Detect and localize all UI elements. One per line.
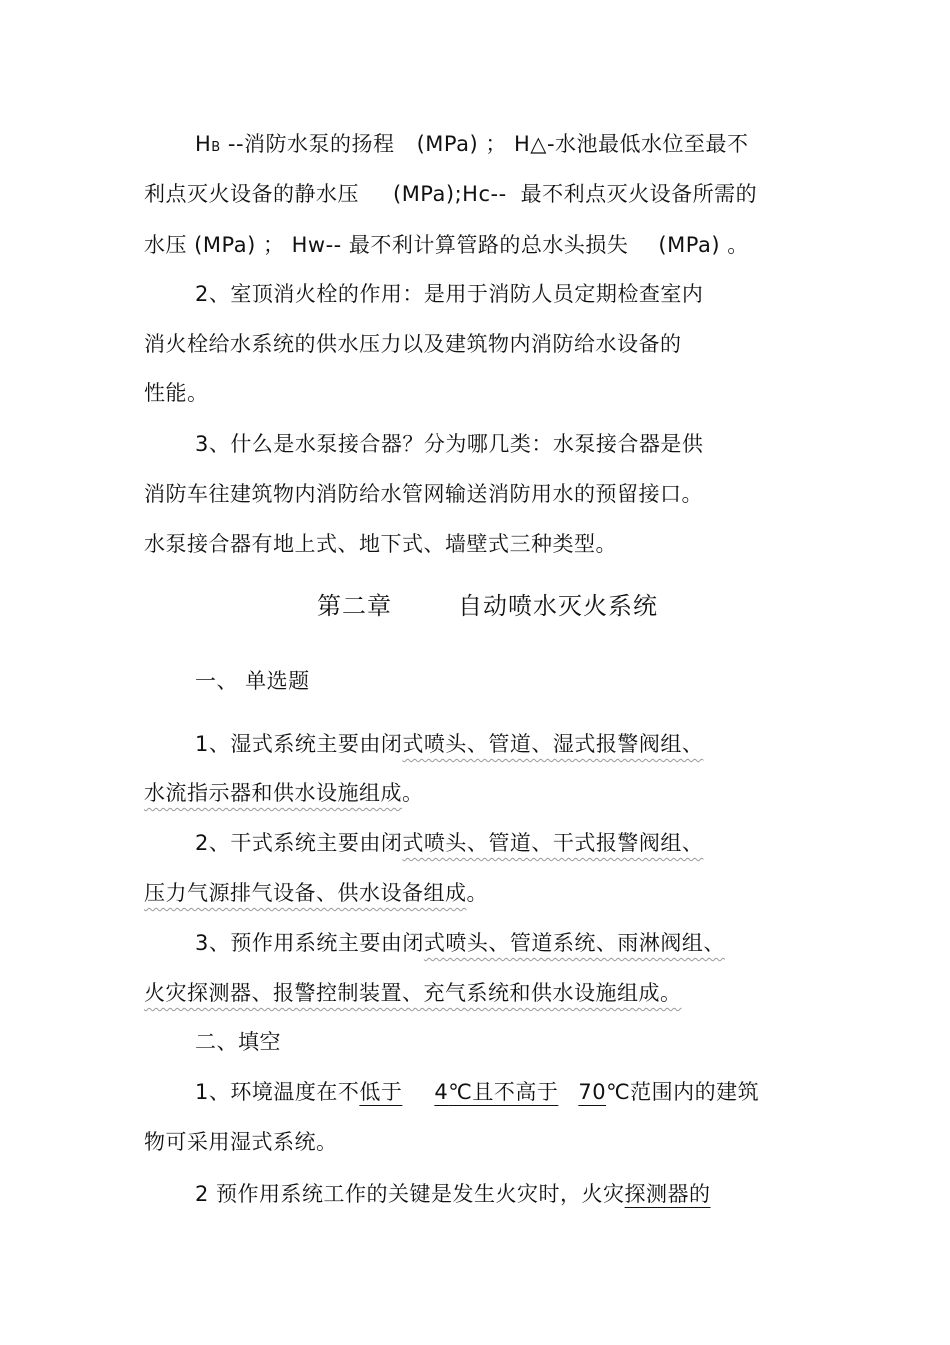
hc-symbol: (MPa);Hc-- [393, 182, 507, 206]
wet-system-line-2: 水流指示器和供水设施组成。 [144, 781, 424, 805]
pump-connector-line-1: 3、什么是水泵接合器？分为哪几类：水泵接合器是供 [195, 432, 704, 456]
pump-connector-line-3: 水泵接合器有地上式、地下式、墙壁式三种类型。 [144, 532, 617, 556]
section-fill-blank-heading: 二、填空 [195, 1030, 281, 1054]
preaction-system-answer-2: 火灾探测器、报警控制装置、充气系统和供水设施组成。 [144, 981, 682, 1005]
static-pressure-text: 利点灭火设备的静水压 [144, 182, 359, 206]
wet-system-answer-1: 式喷头、管道、湿式报警阀组、 [402, 732, 704, 756]
preaction-system-line-1: 3、预作用系统主要由闭式喷头、管道系统、雨淋阀组、 [195, 931, 725, 955]
preaction-system-line-2 [144, 983, 682, 1004]
preaction-system-answer-1: 式喷头、管道系统、雨淋阀组、 [423, 931, 725, 955]
roof-hydrant-line-3: 性能。 [144, 381, 209, 405]
dry-system-line-2: 压力气源排气设备、供水设备组成。 [144, 881, 488, 905]
fill-blank-2-line-1: 2 预作用系统工作的关键是发生火灾时，火灾探测器的 [195, 1182, 711, 1206]
hw-description: 水压 (MPa) ； Hw-- 最不利计算管路的总水头损失 [144, 233, 629, 257]
formula-line-3 [144, 235, 749, 256]
chapter-title: 自动喷水灭火系统 [458, 592, 658, 620]
formula-line-1 [195, 134, 749, 155]
required-pressure-text: 最不利点灭火设备所需的 [520, 182, 758, 206]
dry-system-answer-1: 式喷头、管道、干式报警阀组、 [402, 831, 704, 855]
roof-hydrant-line-1: 2、室顶消火栓的作用：是用于消防人员定期检查室内 [195, 282, 704, 306]
hb-description: --消防水泵的扬程 [220, 132, 395, 156]
fill-blank-1-line-1: 1、环境温度在不低于 4℃且不高于 70℃范围内的建筑 [195, 1080, 760, 1104]
formula-line-2 [144, 184, 757, 205]
chapter-number: 第二章 [317, 592, 392, 620]
hdelta-description: H△-水池最低水位至最不 [506, 132, 749, 156]
fill-blank-1-line-2: 物可采用湿式系统。 [144, 1130, 338, 1154]
wet-system-line-1: 1、湿式系统主要由闭式喷头、管道、湿式报警阀组、 [195, 732, 704, 756]
chapter-heading [317, 594, 658, 618]
hb-subscript: B [211, 140, 221, 155]
wet-system-answer-2: 水流指示器和供水设施组成 [144, 781, 402, 805]
dry-system-answer-2: 压力气源排气设备、供水设备组成 [144, 881, 467, 905]
blank-detector: 探测器的 [624, 1182, 711, 1206]
unit-mpa-3: (MPa) 。 [658, 233, 749, 257]
roof-hydrant-line-2: 消火栓给水系统的供水压力以及建筑物内消防给水设备的 [144, 332, 682, 356]
unit-mpa-1: (MPa) ； [416, 132, 507, 156]
section-single-choice-heading: 一、 单选题 [195, 669, 310, 693]
blank-low-temp: 低于 4 [359, 1080, 449, 1104]
hb-symbol: H [195, 132, 212, 156]
blank-high-temp: 70 [578, 1080, 607, 1104]
dry-system-line-1: 2、干式系统主要由闭式喷头、管道、干式报警阀组、 [195, 831, 704, 855]
pump-connector-line-2: 消防车往建筑物内消防给水管网输送消防用水的预留接口。 [144, 482, 703, 506]
